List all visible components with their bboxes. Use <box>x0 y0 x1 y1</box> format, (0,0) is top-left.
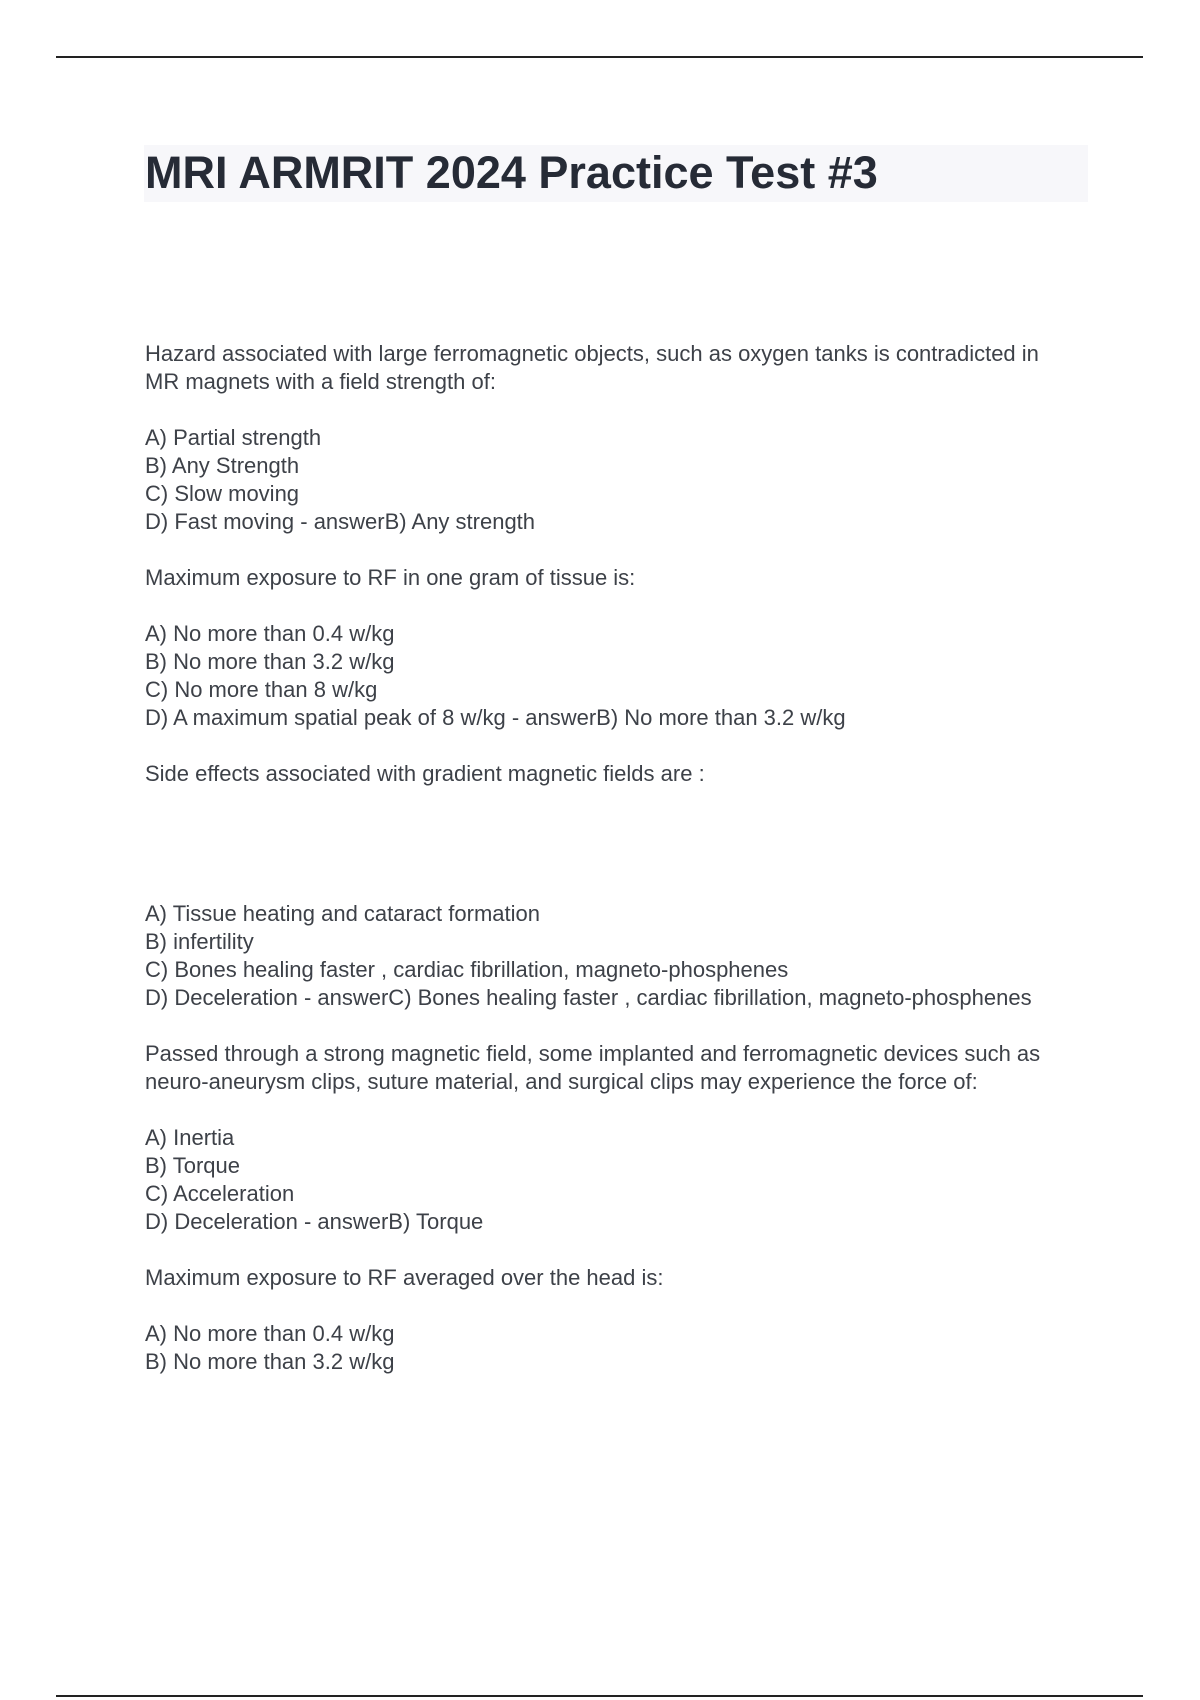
question-block <box>145 564 1065 732</box>
option-d-with-answer: D) Deceleration - answerB) Torque <box>145 1209 484 1234</box>
question-list <box>145 340 1065 1404</box>
document-title: MRI ARMRIT 2024 Practice Test #3 <box>145 147 878 198</box>
option-b: B) No more than 3.2 w/kg <box>145 649 395 674</box>
option-d-with-answer: D) Deceleration - answerC) Bones healing faster , cardiac fibrillation, magneto-phosphenes <box>145 985 1032 1010</box>
footer-rule <box>56 1695 1143 1697</box>
option-c: C) Bones healing faster , cardiac fibrillation, magneto-phosphenes <box>145 957 789 982</box>
question-text: Hazard associated with large ferromagnetic objects, such as oxygen tanks is contradicted in MR magnets with a field strength of: <box>145 341 1039 394</box>
question-text: Passed through a strong magnetic field, some implanted and ferromagnetic devices such as neuro-aneurysm clips, suture material, and surgical clips may experience the force of: <box>145 1041 1041 1094</box>
question-block <box>145 1040 1065 1236</box>
option-d-with-answer: D) Fast moving - answerB) Any strength <box>145 509 536 534</box>
option-a: A) No more than 0.4 w/kg <box>145 621 395 646</box>
option-list <box>145 424 1065 536</box>
option-list <box>145 1124 1065 1236</box>
option-a: A) Partial strength <box>145 425 322 450</box>
question-block <box>145 340 1065 536</box>
option-b: B) No more than 3.2 w/kg <box>145 1349 395 1374</box>
option-b: B) infertility <box>145 929 254 954</box>
option-b: B) Any Strength <box>145 453 300 478</box>
question-text: Maximum exposure to RF in one gram of tissue is: <box>145 565 636 590</box>
header-rule <box>56 56 1143 58</box>
question-text: Side effects associated with gradient magnetic fields are : <box>145 761 705 786</box>
option-c: C) Acceleration <box>145 1181 295 1206</box>
option-list <box>145 620 1065 732</box>
option-a: A) Inertia <box>145 1125 235 1150</box>
option-d-with-answer: D) A maximum spatial peak of 8 w/kg - answerB) No more than 3.2 w/kg <box>145 705 846 730</box>
question-block <box>145 1264 1065 1376</box>
option-b: B) Torque <box>145 1153 240 1178</box>
option-list <box>145 900 1065 1012</box>
option-list <box>145 1320 1065 1376</box>
option-c: C) No more than 8 w/kg <box>145 677 378 702</box>
option-a: A) No more than 0.4 w/kg <box>145 1321 395 1346</box>
question-block <box>145 760 1065 1012</box>
option-c: C) Slow moving <box>145 481 300 506</box>
option-a: A) Tissue heating and cataract formation <box>145 901 540 926</box>
question-text: Maximum exposure to RF averaged over the head is: <box>145 1265 664 1290</box>
